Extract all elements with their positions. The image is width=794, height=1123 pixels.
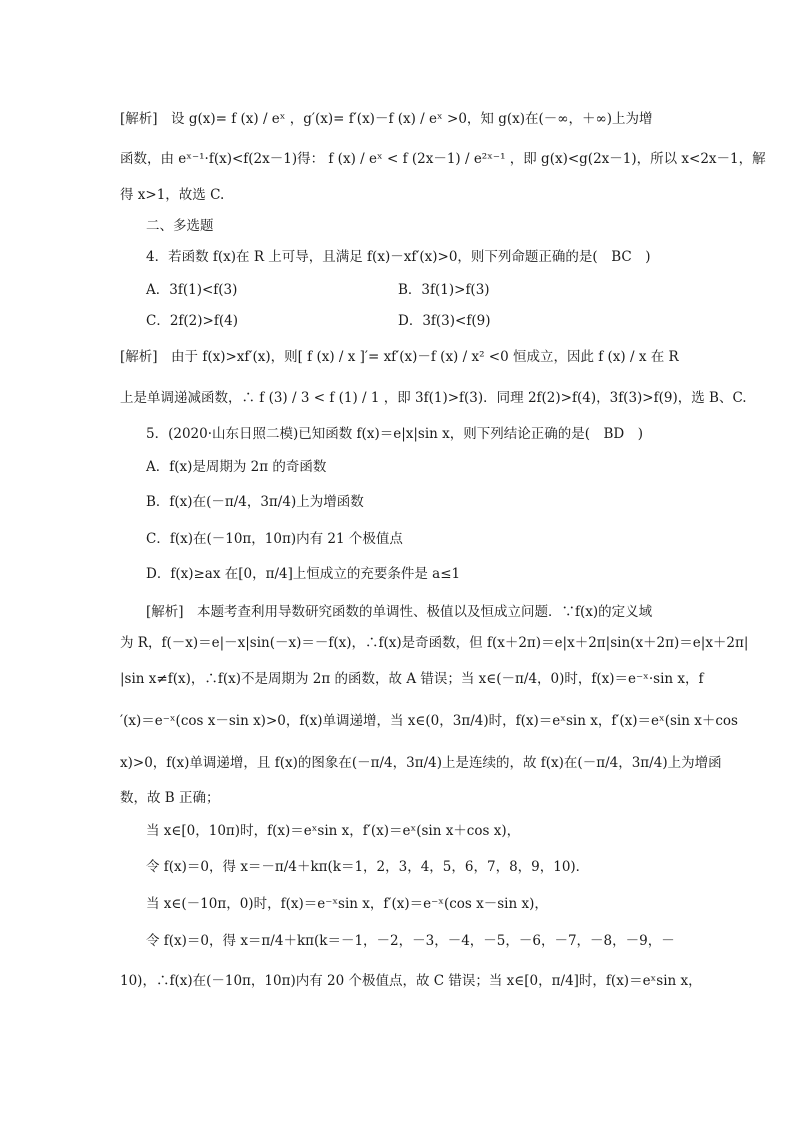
section-heading: 二、多选题 xyxy=(146,218,214,234)
question-5: 5．(2020·山东日照二模)已知函数 f(x)＝e|x|sin x，则下列结论正确的是( BD ) xyxy=(146,426,644,442)
option-5a: A．f(x)是周期为 2π 的奇函数 xyxy=(146,459,327,475)
solution-5-line-9: 当 x∈(－10π，0)时，f(x)＝e⁻ˣsin x，f′(x)＝e⁻ˣ(cos x－sin x)， xyxy=(146,896,548,912)
option-5d: D．f(x)≥ax 在[0，π/4]上恒成立的充要条件是 a≤1 xyxy=(146,566,461,582)
option-4d: D．3f(3)<f(9) xyxy=(398,313,491,329)
option-5c: C．f(x)在(－10π，10π)内有 21 个极值点 xyxy=(146,531,403,547)
solution-5-line-7: 当 x∈[0，10π)时，f(x)＝eˣsin x，f′(x)＝eˣ(sin x＋cos x)， xyxy=(146,823,521,839)
option-4a: A．3f(1)<f(3) xyxy=(146,282,238,298)
solution-5-line-4: ′(x)＝e⁻ˣ(cos x－sin x)>0，f(x)单调递增，当 x∈(0，3π/4)时，f(x)＝eˣsin x，f′(x)＝eˣ(sin x＋cos xyxy=(120,713,738,729)
solution-5-line-8: 令 f(x)＝0，得 x＝－π/4＋kπ(k＝1，2，3，4，5，6，7，8，9，10)． xyxy=(146,859,590,875)
solution-line-2: 函数，由 eˣ⁻¹·f(x)<f(2x－1)得： f (x) / eˣ < f (2x－1) / e²ˣ⁻¹ ，即 g(x)<g(2x－1)，所以 x<2x－1，解 xyxy=(120,151,766,167)
option-4c: C．2f(2)>f(4) xyxy=(146,313,238,329)
solution-4-line-2: 上是单调递减函数，∴ f (3) / 3 < f (1) / 1 ，即 3f(1)>f(3)．同理 2f(2)>f(4)，3f(3)>f(9)，选 B、C. xyxy=(120,390,747,406)
solution-5-line-3: |sin x≠f(x)，∴f(x)不是周期为 2π 的函数，故 A 错误；当 x∈(－π/4，0)时，f(x)＝e⁻ˣ·sin x，f xyxy=(120,671,704,687)
solution-line-3: 得 x>1，故选 C. xyxy=(120,187,225,203)
solution-5-line-2: 为 R，f(－x)＝e|－x|sin(－x)＝－f(x)，∴f(x)是奇函数，但 f(x＋2π)＝e|x＋2π|sin(x＋2π)＝e|x＋2π| xyxy=(120,635,749,651)
solution-5-line-5: x)>0，f(x)单调递增，且 f(x)的图象在(－π/4，3π/4)上是连续的，故 f(x)在(－π/4，3π/4)上为增函 xyxy=(120,755,722,771)
option-4b: B．3f(1)>f(3) xyxy=(398,282,490,298)
solution-line-1: [解析] 设 g(x)= f (x) / eˣ ，g′(x)= f′(x)－f (x) / eˣ >0，知 g(x)在(－∞，＋∞)上为增 xyxy=(120,111,653,127)
solution-4-line-1: [解析] 由于 f(x)>xf′(x)，则[ f (x) / x ]′= xf′(x)－f (x) / x² <0 恒成立，因此 f (x) / x 在 R xyxy=(120,349,679,365)
question-4: 4．若函数 f(x)在 R 上可导，且满足 f(x)－xf′(x)>0，则下列命题正确的是( BC ) xyxy=(146,249,651,265)
option-5b: B．f(x)在(－π/4，3π/4)上为增函数 xyxy=(146,494,364,510)
solution-5-line-11: 10)，∴f(x)在(－10π，10π)内有 20 个极值点，故 C 错误；当 x∈[0，π/4]时，f(x)＝eˣsin x， xyxy=(120,973,702,989)
solution-5-line-10: 令 f(x)＝0，得 x＝π/4＋kπ(k＝－1，－2，－3，－4，－5，－6，－7，－8，－9，－ xyxy=(146,933,675,949)
solution-5-line-6: 数，故 B 正确； xyxy=(120,790,220,806)
solution-5-line-1: [解析] 本题考查利用导数研究函数的单调性、极值以及恒成立问题．∵f(x)的定义域 xyxy=(146,604,653,620)
